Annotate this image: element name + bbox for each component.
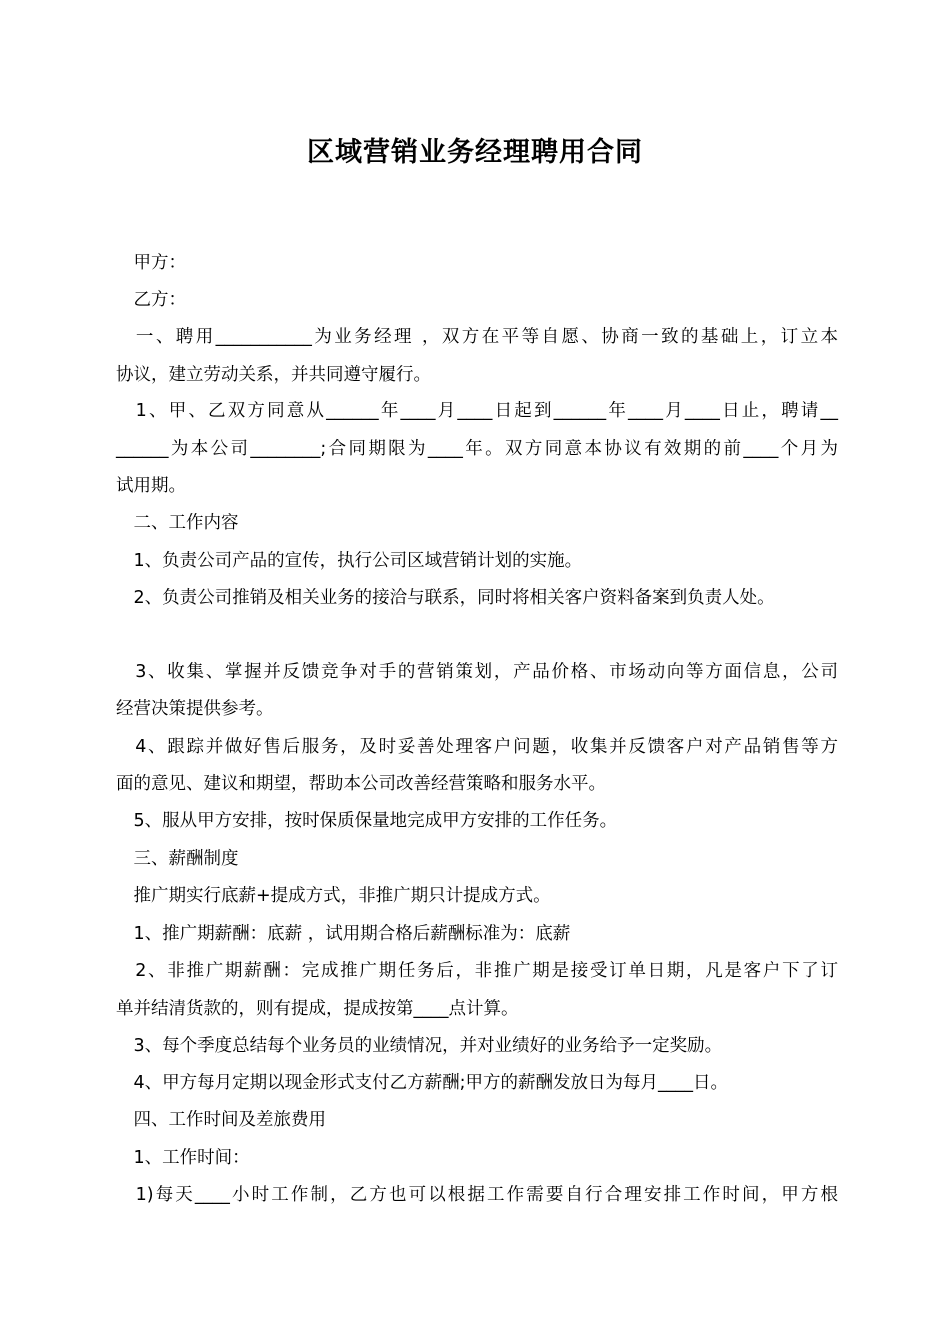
text-line: 2、非推广期薪酬：完成推广期任务后，非推广期是接受订单日期，凡是客户下了订 [116,961,838,981]
text-line: 5、服从甲方安排，按时保质保量地完成甲方安排的工作任务。 [116,811,618,831]
text-line: 1)每天____小时工作制，乙方也可以根据工作需要自行合理安排工作时间，甲方根 [116,1185,838,1205]
text-line: 4、甲方每月定期以现金形式支付乙方薪酬;甲方的薪酬发放日为每月____日。 [116,1073,729,1093]
text-line: 协议，建立劳动关系，并共同遵守履行。 [116,365,431,385]
text-line: ______为本公司________;合同期限为____年。双方同意本协议有效期的前____个月为 [116,439,838,459]
document-title: 区域营销业务经理聘用合同 [307,137,643,168]
text-line: 4、跟踪并做好售后服务，及时妥善处理客户问题，收集并反馈客户对产品销售等方 [116,737,838,757]
text-line: 2、负责公司推销及相关业务的接洽与联系，同时将相关客户资料备案到负责人处。 [116,588,775,608]
text-line: 试用期。 [116,476,186,496]
text-line: 1、工作时间： [116,1148,250,1168]
text-line: 3、每个季度总结每个业务员的业绩情况，并对业绩好的业务给予一定奖励。 [116,1036,723,1056]
text-line: 推广期实行底薪+提成方式，非推广期只计提成方式。 [116,886,551,906]
text-line: 甲方： [116,253,186,273]
text-line: 面的意见、建议和期望，帮助本公司改善经营策略和服务水平。 [116,774,606,794]
text-line: 四、工作时间及差旅费用 [116,1110,326,1130]
text-line: 一、聘用___________为业务经理 ，双方在平等自愿、协商一致的基础上，订立本 [116,327,838,347]
text-line: 经营决策提供参考。 [116,699,274,719]
text-line: 乙方： [116,290,186,310]
text-line: 3、收集、掌握并反馈竞争对手的营销策划，产品价格、市场动向等方面信息，公司 [116,662,838,682]
text-line: 单并结清货款的，则有提成，提成按第____点计算。 [116,999,519,1019]
text-line: 1、推广期薪酬：底薪 ，试用期合格后薪酬标准为：底薪 [116,924,571,944]
text-line: 二、工作内容 [116,513,239,533]
text-line: 1、负责公司产品的宣传，执行公司区域营销计划的实施。 [116,551,583,571]
text-line: 1、甲、乙双方同意从______年____月____日起到______年____月____日止，聘请__ [116,401,838,421]
text-line: 三、薪酬制度 [116,849,239,869]
